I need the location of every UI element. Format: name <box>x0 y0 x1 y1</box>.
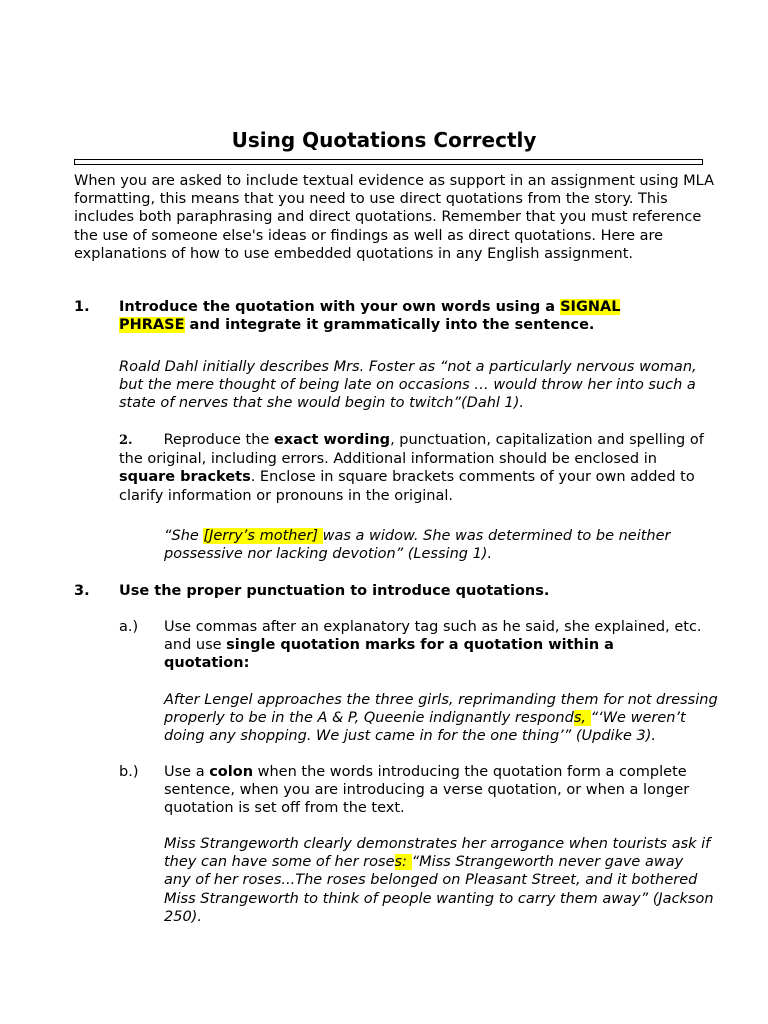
item-2-example-after: was a widow. She was determined to be neither possessive nor lacking devotion” (Lessing 1). <box>164 528 671 563</box>
page-title: Using Quotations Correctly <box>231 128 537 152</box>
item-2-number: 2. <box>119 433 133 448</box>
item-3b-paragraph <box>164 763 714 818</box>
single-quotation-bold: single quotation marks for a quotation within a quotation: <box>164 637 614 672</box>
item-3a-example-highlight: s, <box>573 710 591 727</box>
item-3b-label: b.) <box>119 764 139 780</box>
item-3-number: 3. <box>74 583 90 599</box>
item-3a-example <box>164 691 720 746</box>
item-2-text-2: , punctuation, capitalization and spelling of the original, including errors. Additional information should be enclosed in <box>119 432 704 468</box>
item-3b-text-1: Use a <box>164 764 210 780</box>
item-3a-example-before: After Lengel approaches the three girls, reprimanding them for not dressing properly to be in the A & P, Queenie indignantly respond <box>164 692 718 727</box>
item-2-example-highlight: [Jerry’s mother] <box>203 528 323 544</box>
signal-phrase-highlight: SIGNAL PHRASE <box>119 299 621 334</box>
item-2-text-1: Reproduce the <box>163 432 274 448</box>
item-2-example <box>164 527 714 563</box>
item-3b-example <box>164 835 714 926</box>
item-1-heading <box>119 298 659 334</box>
item-3a-example-after: “‘We weren’t doing any shopping. We just came in for the one thing’” (Updike 3). <box>164 710 686 745</box>
title-divider <box>74 159 703 165</box>
colon-bold: colon <box>209 764 254 780</box>
item-1-example: Roald Dahl initially describes Mrs. Foster as “not a particularly nervous woman, but the mere thought of being late on occasions … would throw her into such a state of nerves that she would begin to twitch”(Dahl 1). <box>119 359 697 412</box>
intro-paragraph: When you are asked to include textual evidence as support in an assignment using MLA formatting, this means that you need to use direct quotations from the story. This includes both paraphrasing and direct quotations. Remember that you must reference the use of someone else's ideas or findings as well as direct quotations. Here are explanations of how to use embedded quotations in any English assignment. <box>74 173 715 262</box>
item-3-heading: Use the proper punctuation to introduce quotations. <box>119 583 550 599</box>
item-3a-text-1: Use commas after an explanatory tag such as he said, she explained, etc. and use <box>164 619 702 654</box>
item-1-number: 1. <box>74 299 90 315</box>
item-2-text-3: . Enclose in square brackets comments of your own added to clarify information or pronouns in the original. <box>119 469 695 504</box>
item-1-text-after: and integrate it grammatically into the sentence. <box>184 317 595 334</box>
item-3a-paragraph <box>164 618 704 673</box>
item-3b-example-after: “Miss Strangeworth never gave away any of her roses...The roses belonged on Pleasant Street, and it bothered Miss Strangeworth to think of people wanting to carry them away” (Jackson 250). <box>164 854 714 925</box>
square-brackets-bold: square brackets <box>119 469 251 486</box>
item-1-text-before: Introduce the quotation with your own words using a <box>119 299 561 315</box>
item-3b-example-before: Miss Strangeworth clearly demonstrates her arrogance when tourists ask if they can have some of her rose <box>164 836 711 871</box>
item-3b-text-2: when the words introducing the quotation form a complete sentence, when you are introducing a verse quotation, or when a longer quotation is set off from the text. <box>164 764 690 817</box>
item-3a-label: a.) <box>119 619 139 635</box>
item-3b-example-highlight: s: <box>394 854 412 871</box>
item-2-paragraph <box>119 431 709 505</box>
exact-wording-bold: exact wording <box>273 432 391 448</box>
item-2-example-before: “She <box>164 528 204 544</box>
